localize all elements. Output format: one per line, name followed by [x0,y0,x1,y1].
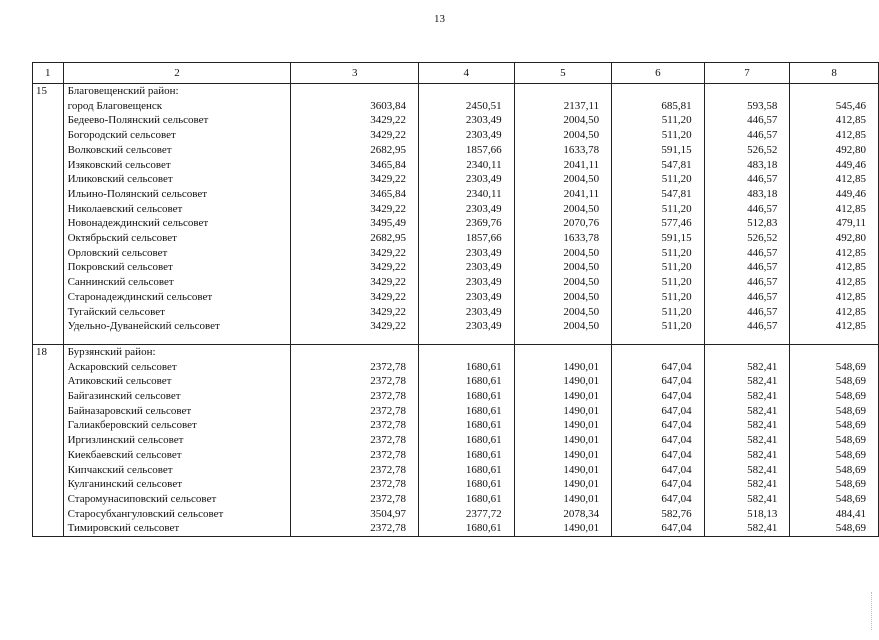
empty-cell [33,275,64,290]
value-cell: 2004,50 [514,305,612,320]
value-cell: 582,41 [704,463,790,478]
settlement-name: Удельно-Дуванейский сельсовет [63,319,291,334]
value-cell: 2372,78 [291,374,419,389]
table-row [33,275,879,290]
value-cell: 577,46 [612,216,705,231]
empty-cell [33,202,64,217]
value-cell: 2340,11 [419,187,515,202]
value-cell: 412,85 [790,260,879,275]
table-row [33,246,879,261]
page-number: 13 [434,13,445,25]
empty-cell [291,344,419,359]
value-cell: 593,58 [704,99,790,114]
settlement-name: Октябрьский сельсовет [63,231,291,246]
value-cell: 1490,01 [514,404,612,419]
header-cell: 7 [704,63,790,84]
value-cell: 1680,61 [419,360,515,375]
value-cell: 2004,50 [514,275,612,290]
settlement-name: Кулганинский сельсовет [63,477,291,492]
empty-cell [612,84,705,99]
settlement-name: Киекбаевский сельсовет [63,448,291,463]
value-cell: 582,41 [704,389,790,404]
table-row [33,404,879,419]
value-cell: 1490,01 [514,374,612,389]
spacer-cell [419,334,515,345]
table-row [33,507,879,522]
empty-cell [33,290,64,305]
spacer-cell [33,334,64,345]
empty-cell [33,521,64,536]
value-cell: 582,41 [704,404,790,419]
value-cell: 582,41 [704,360,790,375]
value-cell: 3429,22 [291,172,419,187]
spacer-cell [612,334,705,345]
table-row [33,418,879,433]
value-cell: 2303,49 [419,172,515,187]
settlement-name: Покровский сельсовет [63,260,291,275]
table-row [33,492,879,507]
value-cell: 548,69 [790,404,879,419]
value-cell: 1680,61 [419,463,515,478]
value-cell: 511,20 [612,172,705,187]
value-cell: 2004,50 [514,260,612,275]
header-cell: 2 [63,63,291,84]
value-cell: 2450,51 [419,99,515,114]
empty-cell [33,507,64,522]
group-spacer [33,334,879,345]
value-cell: 685,81 [612,99,705,114]
value-cell: 582,41 [704,374,790,389]
value-cell: 511,20 [612,275,705,290]
table-row [33,477,879,492]
value-cell: 2004,50 [514,319,612,334]
value-cell: 2070,76 [514,216,612,231]
value-cell: 548,69 [790,389,879,404]
empty-cell [33,404,64,419]
settlement-name: Волковский сельсовет [63,143,291,158]
empty-cell [33,360,64,375]
value-cell: 483,18 [704,158,790,173]
settlement-name: Старонадеждинский сельсовет [63,290,291,305]
value-cell: 446,57 [704,319,790,334]
value-cell: 647,04 [612,389,705,404]
empty-cell [33,492,64,507]
header-cell: 5 [514,63,612,84]
value-cell: 492,80 [790,231,879,246]
header-cell: 1 [33,63,64,84]
value-cell: 647,04 [612,374,705,389]
value-cell: 512,83 [704,216,790,231]
value-cell: 526,52 [704,143,790,158]
value-cell: 2682,95 [291,143,419,158]
value-cell: 3504,97 [291,507,419,522]
value-cell: 1857,66 [419,143,515,158]
table-row [33,172,879,187]
table-row [33,521,879,536]
empty-cell [514,84,612,99]
value-cell: 446,57 [704,290,790,305]
empty-cell [33,463,64,478]
value-cell: 2372,78 [291,463,419,478]
value-cell: 3429,22 [291,319,419,334]
settlement-name: Бедеево-Полянский сельсовет [63,113,291,128]
value-cell: 548,69 [790,448,879,463]
empty-cell [704,344,790,359]
value-cell: 1490,01 [514,477,612,492]
settlement-name: Галиакберовский сельсовет [63,418,291,433]
value-cell: 547,81 [612,158,705,173]
value-cell: 3465,84 [291,187,419,202]
value-cell: 446,57 [704,128,790,143]
empty-cell [33,319,64,334]
empty-cell [33,448,64,463]
value-cell: 582,41 [704,492,790,507]
value-cell: 3429,22 [291,275,419,290]
value-cell: 3429,22 [291,113,419,128]
value-cell: 446,57 [704,172,790,187]
value-cell: 2004,50 [514,128,612,143]
value-cell: 511,20 [612,319,705,334]
value-cell: 446,57 [704,202,790,217]
settlement-name: Байгазинский сельсовет [63,389,291,404]
value-cell: 3429,22 [291,202,419,217]
settlement-name: Орловский сельсовет [63,246,291,261]
value-cell: 511,20 [612,260,705,275]
settlement-name: Тугайский сельсовет [63,305,291,320]
value-cell: 1490,01 [514,492,612,507]
settlement-name: Изяковский сельсовет [63,158,291,173]
value-cell: 412,85 [790,128,879,143]
empty-cell [33,158,64,173]
value-cell: 3603,84 [291,99,419,114]
value-cell: 545,46 [790,99,879,114]
value-cell: 582,41 [704,418,790,433]
value-cell: 1857,66 [419,231,515,246]
value-cell: 3429,22 [291,290,419,305]
table-row [33,448,879,463]
settlement-name: Ильино-Полянский сельсовет [63,187,291,202]
value-cell: 412,85 [790,246,879,261]
value-cell: 449,46 [790,187,879,202]
group-index: 18 [33,344,64,359]
empty-cell [33,260,64,275]
value-cell: 511,20 [612,128,705,143]
value-cell: 1490,01 [514,521,612,536]
value-cell: 2303,49 [419,202,515,217]
settlement-name: Старомунасиповский сельсовет [63,492,291,507]
spacer-cell [704,334,790,345]
value-cell: 2303,49 [419,260,515,275]
table-row [33,305,879,320]
value-cell: 2372,78 [291,360,419,375]
value-cell: 2137,11 [514,99,612,114]
value-cell: 1490,01 [514,360,612,375]
value-cell: 1680,61 [419,433,515,448]
header-cell: 6 [612,63,705,84]
spacer-cell [790,334,879,345]
table-row [33,231,879,246]
settlement-name: Иликовский сельсовет [63,172,291,187]
group-title: Бурзянский район: [63,344,291,359]
value-cell: 647,04 [612,492,705,507]
value-cell: 2372,78 [291,521,419,536]
value-cell: 548,69 [790,521,879,536]
settlement-name: Кипчакский сельсовет [63,463,291,478]
table-row [33,202,879,217]
value-cell: 1490,01 [514,418,612,433]
value-cell: 3495,49 [291,216,419,231]
table-row [33,187,879,202]
scan-artifact [871,592,873,630]
value-cell: 511,20 [612,202,705,217]
value-cell: 449,46 [790,158,879,173]
value-cell: 647,04 [612,463,705,478]
empty-cell [33,172,64,187]
value-cell: 3429,22 [291,246,419,261]
empty-cell [33,128,64,143]
table-row [33,360,879,375]
value-cell: 2303,49 [419,290,515,305]
value-cell: 412,85 [790,113,879,128]
header-row [33,63,879,84]
table-row [33,374,879,389]
value-cell: 2004,50 [514,290,612,305]
value-cell: 2372,78 [291,433,419,448]
spacer-cell [514,334,612,345]
empty-cell [33,389,64,404]
settlement-name: Аскаровский сельсовет [63,360,291,375]
value-cell: 2303,49 [419,246,515,261]
value-cell: 1680,61 [419,492,515,507]
value-cell: 582,76 [612,507,705,522]
spacer-cell [291,334,419,345]
value-cell: 1680,61 [419,448,515,463]
value-cell: 2004,50 [514,172,612,187]
value-cell: 548,69 [790,463,879,478]
value-cell: 582,41 [704,448,790,463]
value-cell: 511,20 [612,305,705,320]
table-row [33,128,879,143]
empty-cell [33,99,64,114]
empty-cell [704,84,790,99]
value-cell: 1680,61 [419,374,515,389]
settlement-name: Николаевский сельсовет [63,202,291,217]
value-cell: 492,80 [790,143,879,158]
settlement-name: Саннинский сельсовет [63,275,291,290]
value-cell: 1680,61 [419,404,515,419]
value-cell: 2372,78 [291,389,419,404]
value-cell: 647,04 [612,433,705,448]
value-cell: 2303,49 [419,319,515,334]
value-cell: 446,57 [704,275,790,290]
value-cell: 2303,49 [419,305,515,320]
header-cell: 3 [291,63,419,84]
table-row [33,463,879,478]
header-cell: 8 [790,63,879,84]
empty-cell [790,344,879,359]
empty-cell [33,143,64,158]
value-cell: 548,69 [790,433,879,448]
settlement-name: Байназаровский сельсовет [63,404,291,419]
settlement-name: Старосубхангуловский сельсовет [63,507,291,522]
value-cell: 3429,22 [291,128,419,143]
value-cell: 2372,78 [291,477,419,492]
spacer-cell [63,334,291,345]
value-cell: 2372,78 [291,404,419,419]
value-cell: 446,57 [704,260,790,275]
empty-cell [33,187,64,202]
value-cell: 2372,78 [291,492,419,507]
value-cell: 582,41 [704,433,790,448]
value-cell: 548,69 [790,360,879,375]
value-cell: 1490,01 [514,433,612,448]
value-cell: 647,04 [612,521,705,536]
header-cell: 4 [419,63,515,84]
value-cell: 2303,49 [419,113,515,128]
empty-cell [33,418,64,433]
value-cell: 1490,01 [514,389,612,404]
table-row [33,143,879,158]
value-cell: 2377,72 [419,507,515,522]
empty-cell [419,84,515,99]
value-cell: 2041,11 [514,187,612,202]
empty-cell [612,344,705,359]
value-cell: 412,85 [790,319,879,334]
value-cell: 1680,61 [419,389,515,404]
empty-cell [291,84,419,99]
value-cell: 484,41 [790,507,879,522]
empty-cell [33,477,64,492]
group-title: Благовещенский район: [63,84,291,99]
value-cell: 2340,11 [419,158,515,173]
value-cell: 1680,61 [419,521,515,536]
value-cell: 548,69 [790,374,879,389]
empty-cell [33,433,64,448]
table-row [33,158,879,173]
value-cell: 511,20 [612,290,705,305]
value-cell: 547,81 [612,187,705,202]
settlement-name: город Благовещенск [63,99,291,114]
rates-table [32,62,879,537]
value-cell: 1680,61 [419,477,515,492]
table-row [33,389,879,404]
value-cell: 647,04 [612,448,705,463]
value-cell: 2303,49 [419,128,515,143]
value-cell: 2004,50 [514,202,612,217]
value-cell: 446,57 [704,113,790,128]
settlement-name: Иргизлинский сельсовет [63,433,291,448]
value-cell: 3429,22 [291,305,419,320]
value-cell: 3429,22 [291,260,419,275]
empty-cell [514,344,612,359]
value-cell: 511,20 [612,113,705,128]
value-cell: 1490,01 [514,448,612,463]
table-row [33,216,879,231]
value-cell: 412,85 [790,275,879,290]
value-cell: 548,69 [790,477,879,492]
value-cell: 479,11 [790,216,879,231]
table-body [33,84,879,537]
value-cell: 412,85 [790,290,879,305]
settlement-name: Атиковский сельсовет [63,374,291,389]
value-cell: 548,69 [790,492,879,507]
value-cell: 412,85 [790,202,879,217]
empty-cell [33,113,64,128]
settlement-name: Новонадеждинский сельсовет [63,216,291,231]
value-cell: 647,04 [612,418,705,433]
value-cell: 1680,61 [419,418,515,433]
value-cell: 412,85 [790,305,879,320]
table-row [33,99,879,114]
value-cell: 2078,34 [514,507,612,522]
value-cell: 2372,78 [291,418,419,433]
value-cell: 3465,84 [291,158,419,173]
value-cell: 647,04 [612,360,705,375]
value-cell: 591,15 [612,231,705,246]
value-cell: 526,52 [704,231,790,246]
value-cell: 511,20 [612,246,705,261]
value-cell: 446,57 [704,305,790,320]
empty-cell [33,216,64,231]
table-row [33,113,879,128]
value-cell: 1633,78 [514,231,612,246]
table-row [33,260,879,275]
empty-cell [33,305,64,320]
value-cell: 1633,78 [514,143,612,158]
value-cell: 2041,11 [514,158,612,173]
value-cell: 2004,50 [514,113,612,128]
value-cell: 412,85 [790,172,879,187]
value-cell: 2369,76 [419,216,515,231]
value-cell: 548,69 [790,418,879,433]
table-row [33,433,879,448]
value-cell: 2372,78 [291,448,419,463]
value-cell: 518,13 [704,507,790,522]
empty-cell [419,344,515,359]
table-row [33,290,879,305]
value-cell: 2303,49 [419,275,515,290]
value-cell: 483,18 [704,187,790,202]
value-cell: 2004,50 [514,246,612,261]
group-title-row [33,84,879,99]
value-cell: 647,04 [612,477,705,492]
value-cell: 582,41 [704,477,790,492]
empty-cell [33,231,64,246]
value-cell: 1490,01 [514,463,612,478]
empty-cell [790,84,879,99]
table-row [33,319,879,334]
value-cell: 2682,95 [291,231,419,246]
settlement-name: Тимировский сельсовет [63,521,291,536]
empty-cell [33,374,64,389]
value-cell: 582,41 [704,521,790,536]
group-title-row [33,344,879,359]
value-cell: 591,15 [612,143,705,158]
empty-cell [33,246,64,261]
group-index: 15 [33,84,64,99]
value-cell: 647,04 [612,404,705,419]
settlement-name: Богородский сельсовет [63,128,291,143]
value-cell: 446,57 [704,246,790,261]
